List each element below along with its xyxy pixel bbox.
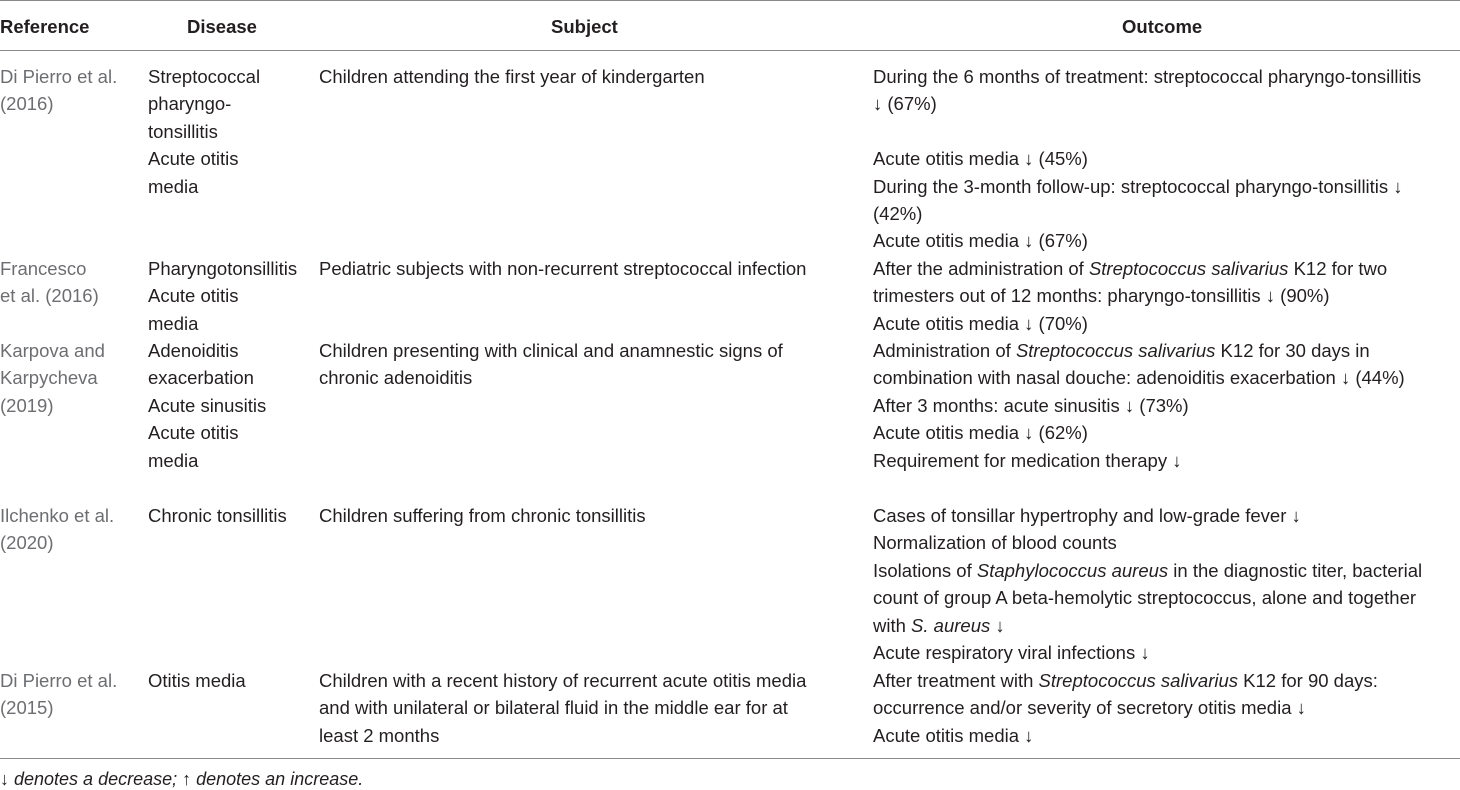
table-row-4-subject: Children suffering from chronic tonsillitis [319, 505, 646, 526]
table-row-1-disease: Streptococcal pharyngo- tonsillitis Acute otitis media [148, 66, 261, 197]
species-name: Streptococcus salivarius [1088, 258, 1289, 279]
table-row-3-subject: Children presenting with clinical and anamnestic signs of chronic adenoiditis [319, 340, 783, 389]
table-row-3-reference: Karpova and Karpycheva (2019) [0, 340, 105, 416]
header-disease: Disease [187, 16, 257, 37]
table-row-5-outcome: After treatment with Streptococcus salivarius K12 for 90 days: occurrence and/or severity of secretory otitis media ↓ Acute otitis media ↓ [873, 670, 1378, 746]
table-row-1-outcome: During the 6 months of treatment: streptococcal pharyngo-tonsillitis ↓ (67%) Acute otitis media ↓ (45%) During the 3-month follow-up: streptococcal pharyngo-tonsillitis ↓ (42%) Acute otitis media ↓ (67%) [873, 66, 1422, 252]
species-name: S. aureus [911, 614, 991, 636]
header-subject: Subject [551, 16, 618, 37]
table-row-2-subject: Pediatric subjects with non-recurrent streptococcal infection [319, 258, 807, 279]
table-row-4-reference: Ilchenko et al. (2020) [0, 505, 115, 554]
table-row-5-reference: Di Pierro et al. (2015) [0, 670, 118, 719]
table-row-2-disease: Pharyngotonsillitis Acute otitis media [148, 258, 298, 334]
table-row-2-outcome: After the administration of Streptococcus salivarius K12 for two trimesters out of 12 months: pharyngo-tonsillitis ↓ (90%) Acute otitis media ↓ (70%) [873, 258, 1388, 334]
table-row-1-reference: Di Pierro et al. (2016) [0, 66, 118, 115]
table-row-4-disease: Chronic tonsillitis [148, 505, 287, 526]
species-name: Streptococcus salivarius [1015, 340, 1216, 361]
header-reference: Reference [0, 16, 90, 37]
table-footnote: ↓ denotes a decrease; ↑ denotes an increase. [0, 769, 364, 789]
header-rule [0, 50, 1460, 51]
table-row-2-reference: Francesco et al. (2016) [0, 258, 99, 307]
species-name: Streptococcus salivarius [1038, 670, 1239, 691]
species-name: Staphylococcus aureus [976, 559, 1169, 581]
table-row-3-disease: Adenoiditis exacerbation Acute sinusitis Acute otitis media [148, 340, 267, 471]
header-outcome: Outcome [1122, 16, 1203, 37]
bottom-rule [0, 758, 1460, 759]
table-row-1-subject: Children attending the first year of kindergarten [319, 66, 705, 87]
top-rule [0, 0, 1460, 1]
table-row-5-disease: Otitis media [148, 670, 246, 691]
table-row-5-subject: Children with a recent history of recurrent acute otitis media and with unilateral or bilateral fluid in the middle ear for at least 2 months [319, 670, 807, 746]
table-row-3-outcome: Administration of Streptococcus salivarius K12 for 30 days in combination with nasal douche: adenoiditis exacerbation ↓ (44%) After 3 months: acute sinusitis ↓ (73%) Acute otitis media ↓ (62%) Requirement for medication therapy ↓ [873, 340, 1405, 471]
table-row-4-outcome: Cases of tonsillar hypertrophy and low-grade fever ↓ Normalization of blood counts Isolations of Staphylococcus aureus in the diagnostic titer, bacterial count of group A beta-hemolytic streptococcus, alone and together with S. aureus ↓ Acute respiratory viral infections ↓ [873, 505, 1423, 663]
